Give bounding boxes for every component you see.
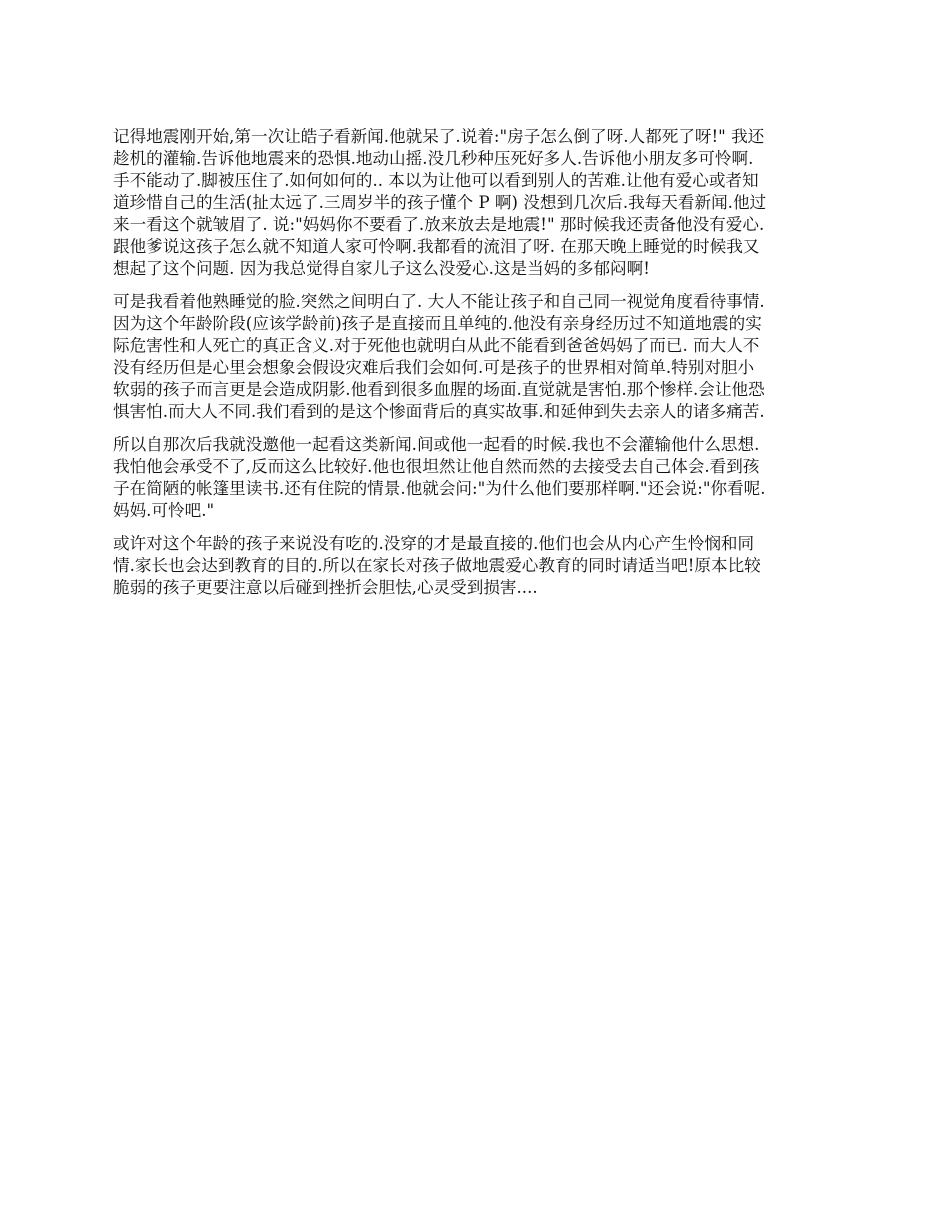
text-line: 趁机的灌输.告诉他地震来的恐惧.地动山摇.没几秒种压死好多人.告诉他小朋友多可怜啊. — [113, 149, 754, 168]
text-line: 道珍惜自己的生活(扯太远了.三周岁半的孩子懂个 P 啊) 没想到几次后.我每天看新闻.他过 — [113, 193, 767, 212]
text-line: 因为这个年龄阶段(应该学龄前)孩子是直接而且单纯的.他没有亲身经历过不知道地震的实 — [113, 314, 762, 333]
text-line: 软弱的孩子而言更是会造成阴影.他看到很多血腥的场面.直觉就是害怕.那个惨样.会让他恐 — [113, 380, 765, 399]
text-line: 想起了这个问题. 因为我总觉得自家儿子这么没爱心.这是当妈的多郁闷啊! — [113, 259, 650, 278]
text-line: 来一看这个就皱眉了. 说:"妈妈你不要看了.放来放去是地震!" 那时候我还责备他没有爱心. — [113, 215, 765, 234]
text-line: 或许对这个年龄的孩子来说没有吃的.没穿的才是最直接的.他们也会从内心产生怜悯和同 — [113, 534, 755, 553]
text-line: 所以自那次后我就没邀他一起看这类新闻.间或他一起看的时候.我也不会灌输他什么思想. — [113, 435, 760, 454]
paragraph-3 — [113, 434, 843, 522]
text-line: 子在简陋的帐篷里读书.还有住院的情景.他就会问:"为什么他们要那样啊."还会说:"你看呢. — [113, 479, 766, 498]
text-line: 脆弱的孩子更要注意以后碰到挫折会胆怯,心灵受到损害.... — [113, 578, 538, 597]
text-line: 手不能动了.脚被压住了.如何如何的.. 本以为让他可以看到别人的苦难.让他有爱心或者知 — [113, 171, 759, 190]
text-line: 际危害性和人死亡的真正含义.对于死他也就明白从此不能看到爸爸妈妈了而已. 而大人不 — [113, 336, 760, 355]
text-line: 情.家长也会达到教育的目的.所以在家长对孩子做地震爱心教育的同时请适当吧!原本比较 — [113, 556, 761, 575]
text-line: 跟他爹说这孩子怎么就不知道人家可怜啊.我都看的流泪了呀. 在那天晚上睡觉的时候我又 — [113, 237, 760, 256]
text-line: 记得地震刚开始,第一次让皓子看新闻.他就呆了.说着:"房子怎么倒了呀.人都死了呀!" 我还 — [113, 127, 765, 146]
document-body — [113, 126, 843, 610]
text-line: 没有经历但是心里会想象会假设灾难后我们会如何.可是孩子的世界相对简单.特别对胆小 — [113, 358, 755, 377]
text-line: 惧害怕.而大人不同.我们看到的是这个惨面背后的真实故事.和延伸到失去亲人的诸多痛苦. — [113, 402, 765, 421]
paragraph-1 — [113, 126, 843, 280]
text-line: 我怕他会承受不了,反而这么比较好.他也很坦然让他自然而然的去接受去自己体会.看到孩 — [113, 457, 760, 476]
text-line: 妈妈.可怜吧." — [113, 501, 215, 520]
paragraph-2 — [113, 291, 843, 423]
text-line: 可是我看着他熟睡觉的脸.突然之间明白了. 大人不能让孩子和自己同一视觉角度看待事情. — [113, 292, 765, 311]
paragraph-4 — [113, 533, 843, 599]
